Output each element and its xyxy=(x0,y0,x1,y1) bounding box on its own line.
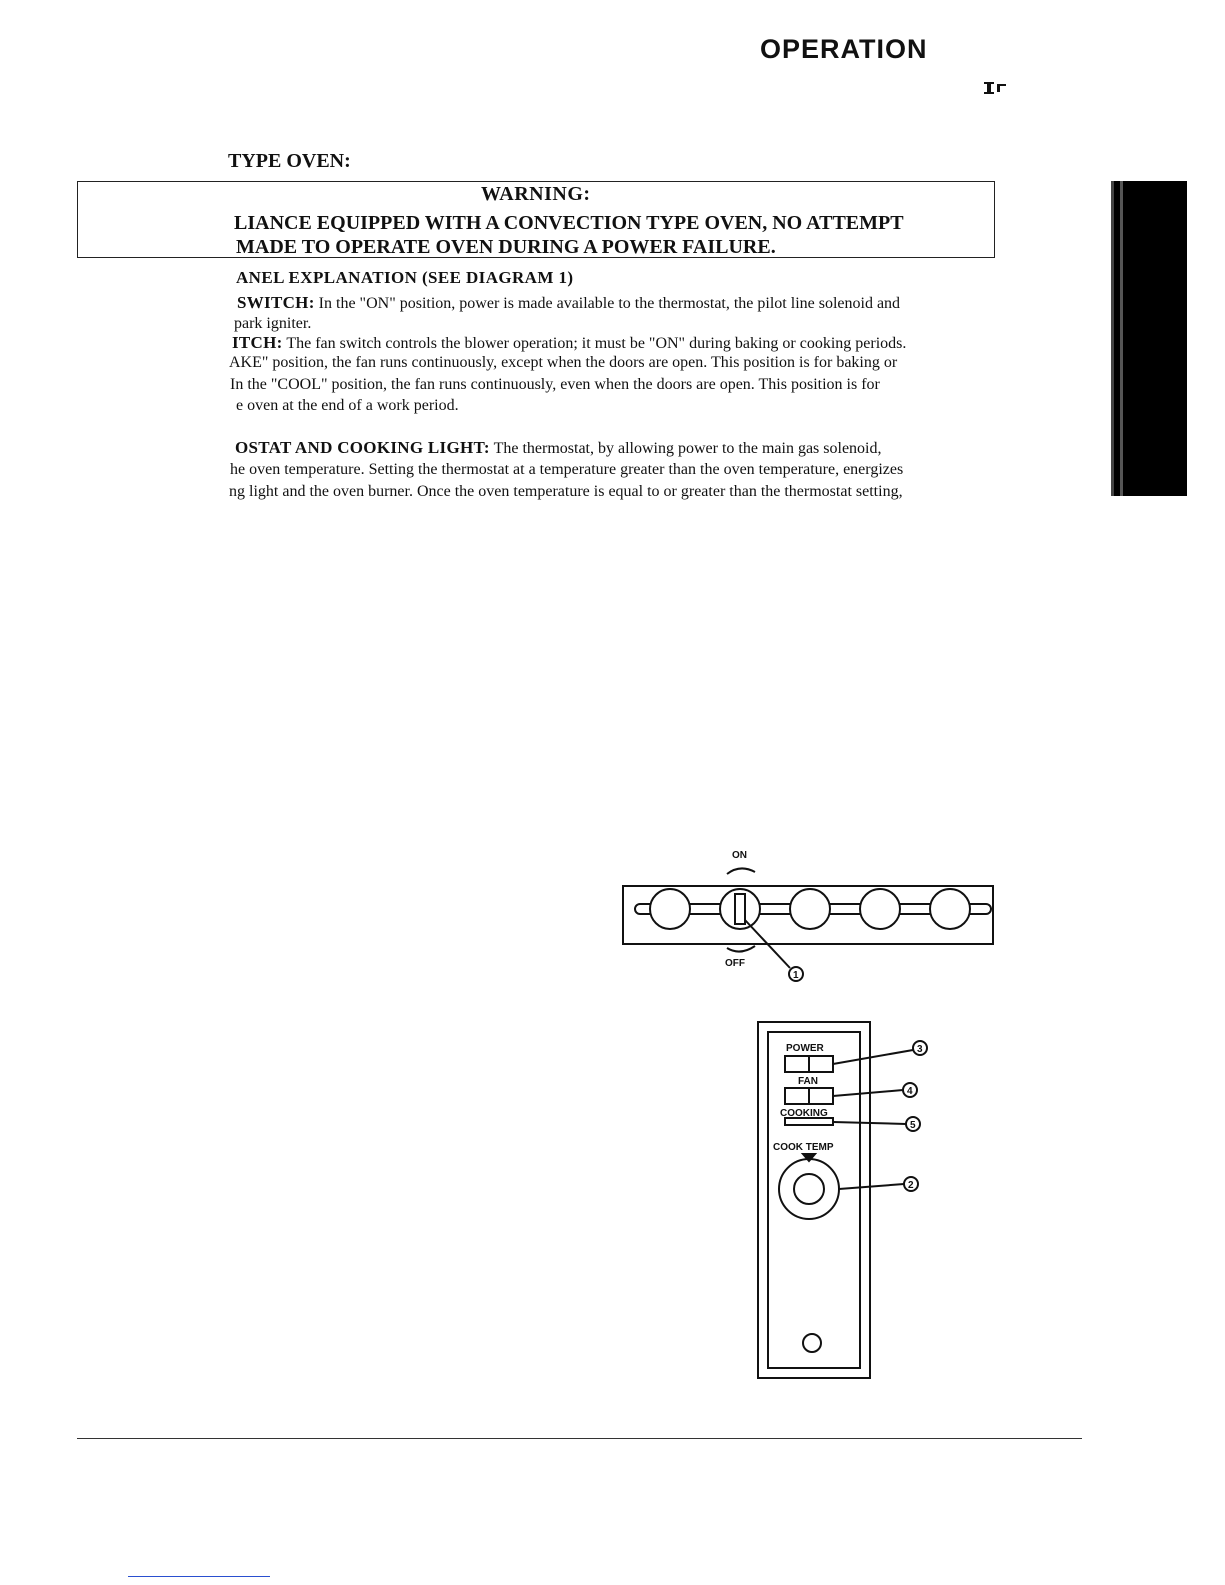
thermostat-text: The thermostat, by allowing power to the main gas solenoid, xyxy=(489,440,882,457)
fan-switch-text-line-3: In the "COOL" position, the fan runs continuously, even when the doors are open. This position is for xyxy=(230,376,880,393)
on-label: ON xyxy=(732,850,747,861)
callout-2: 2 xyxy=(908,1180,914,1191)
fan-switch-label: ITCH: xyxy=(232,333,283,352)
side-index-tab xyxy=(1111,181,1187,496)
page-title: OPERATION xyxy=(760,34,928,64)
corner-logo-mark xyxy=(980,80,1010,96)
warning-title: WARNING: xyxy=(481,183,591,205)
thermostat-paragraph xyxy=(235,438,882,459)
fan-switch-paragraph xyxy=(232,333,906,354)
callout-4: 4 xyxy=(907,1086,913,1097)
control-panel-diagram xyxy=(615,850,1005,1380)
burner-valve-strip xyxy=(623,868,993,981)
footer-link-underline[interactable] xyxy=(128,1576,270,1577)
oven-control-panel xyxy=(758,1022,927,1378)
power-label: POWER xyxy=(786,1043,824,1054)
thermostat-text-line-2: he oven temperature. Setting the thermostat at a temperature greater than the oven temperature, energizes xyxy=(230,461,904,478)
warning-line-2: MADE TO OPERATE OVEN DURING A POWER FAILURE. xyxy=(236,236,776,258)
power-switch-paragraph xyxy=(237,293,900,314)
fan-label: FAN xyxy=(798,1076,818,1087)
callout-1: 1 xyxy=(793,970,799,981)
cooking-label: COOKING xyxy=(780,1108,828,1119)
off-label: OFF xyxy=(725,958,745,969)
thermostat-text-line-3: ng light and the oven burner. Once the oven temperature is equal to or greater than the thermostat setting, xyxy=(229,483,903,500)
warning-line-1: LIANCE EQUIPPED WITH A CONVECTION TYPE OVEN, NO ATTEMPT xyxy=(234,212,904,234)
thermostat-label: OSTAT AND COOKING LIGHT: xyxy=(235,438,490,457)
callout-3: 3 xyxy=(917,1044,923,1055)
footer-divider xyxy=(77,1438,1082,1439)
power-switch-text: In the "ON" position, power is made available to the thermostat, the pilot line solenoid and xyxy=(314,295,901,312)
cook-temp-label: COOK TEMP xyxy=(773,1142,834,1153)
fan-switch-text-line-4: e oven at the end of a work period. xyxy=(236,397,459,414)
panel-heading: ANEL EXPLANATION (SEE DIAGRAM 1) xyxy=(236,268,574,287)
power-switch-text-line-2: park igniter. xyxy=(234,315,312,332)
fan-switch-text-line-2: AKE" position, the fan runs continuously, except when the doors are open. This position is for baking or xyxy=(229,354,898,371)
fan-switch-text: The fan switch controls the blower operation; it must be "ON" during baking or cooking periods. xyxy=(282,335,907,352)
callout-5: 5 xyxy=(910,1120,916,1131)
section-heading: TYPE OVEN: xyxy=(228,150,351,172)
power-switch-label: SWITCH: xyxy=(237,293,315,312)
